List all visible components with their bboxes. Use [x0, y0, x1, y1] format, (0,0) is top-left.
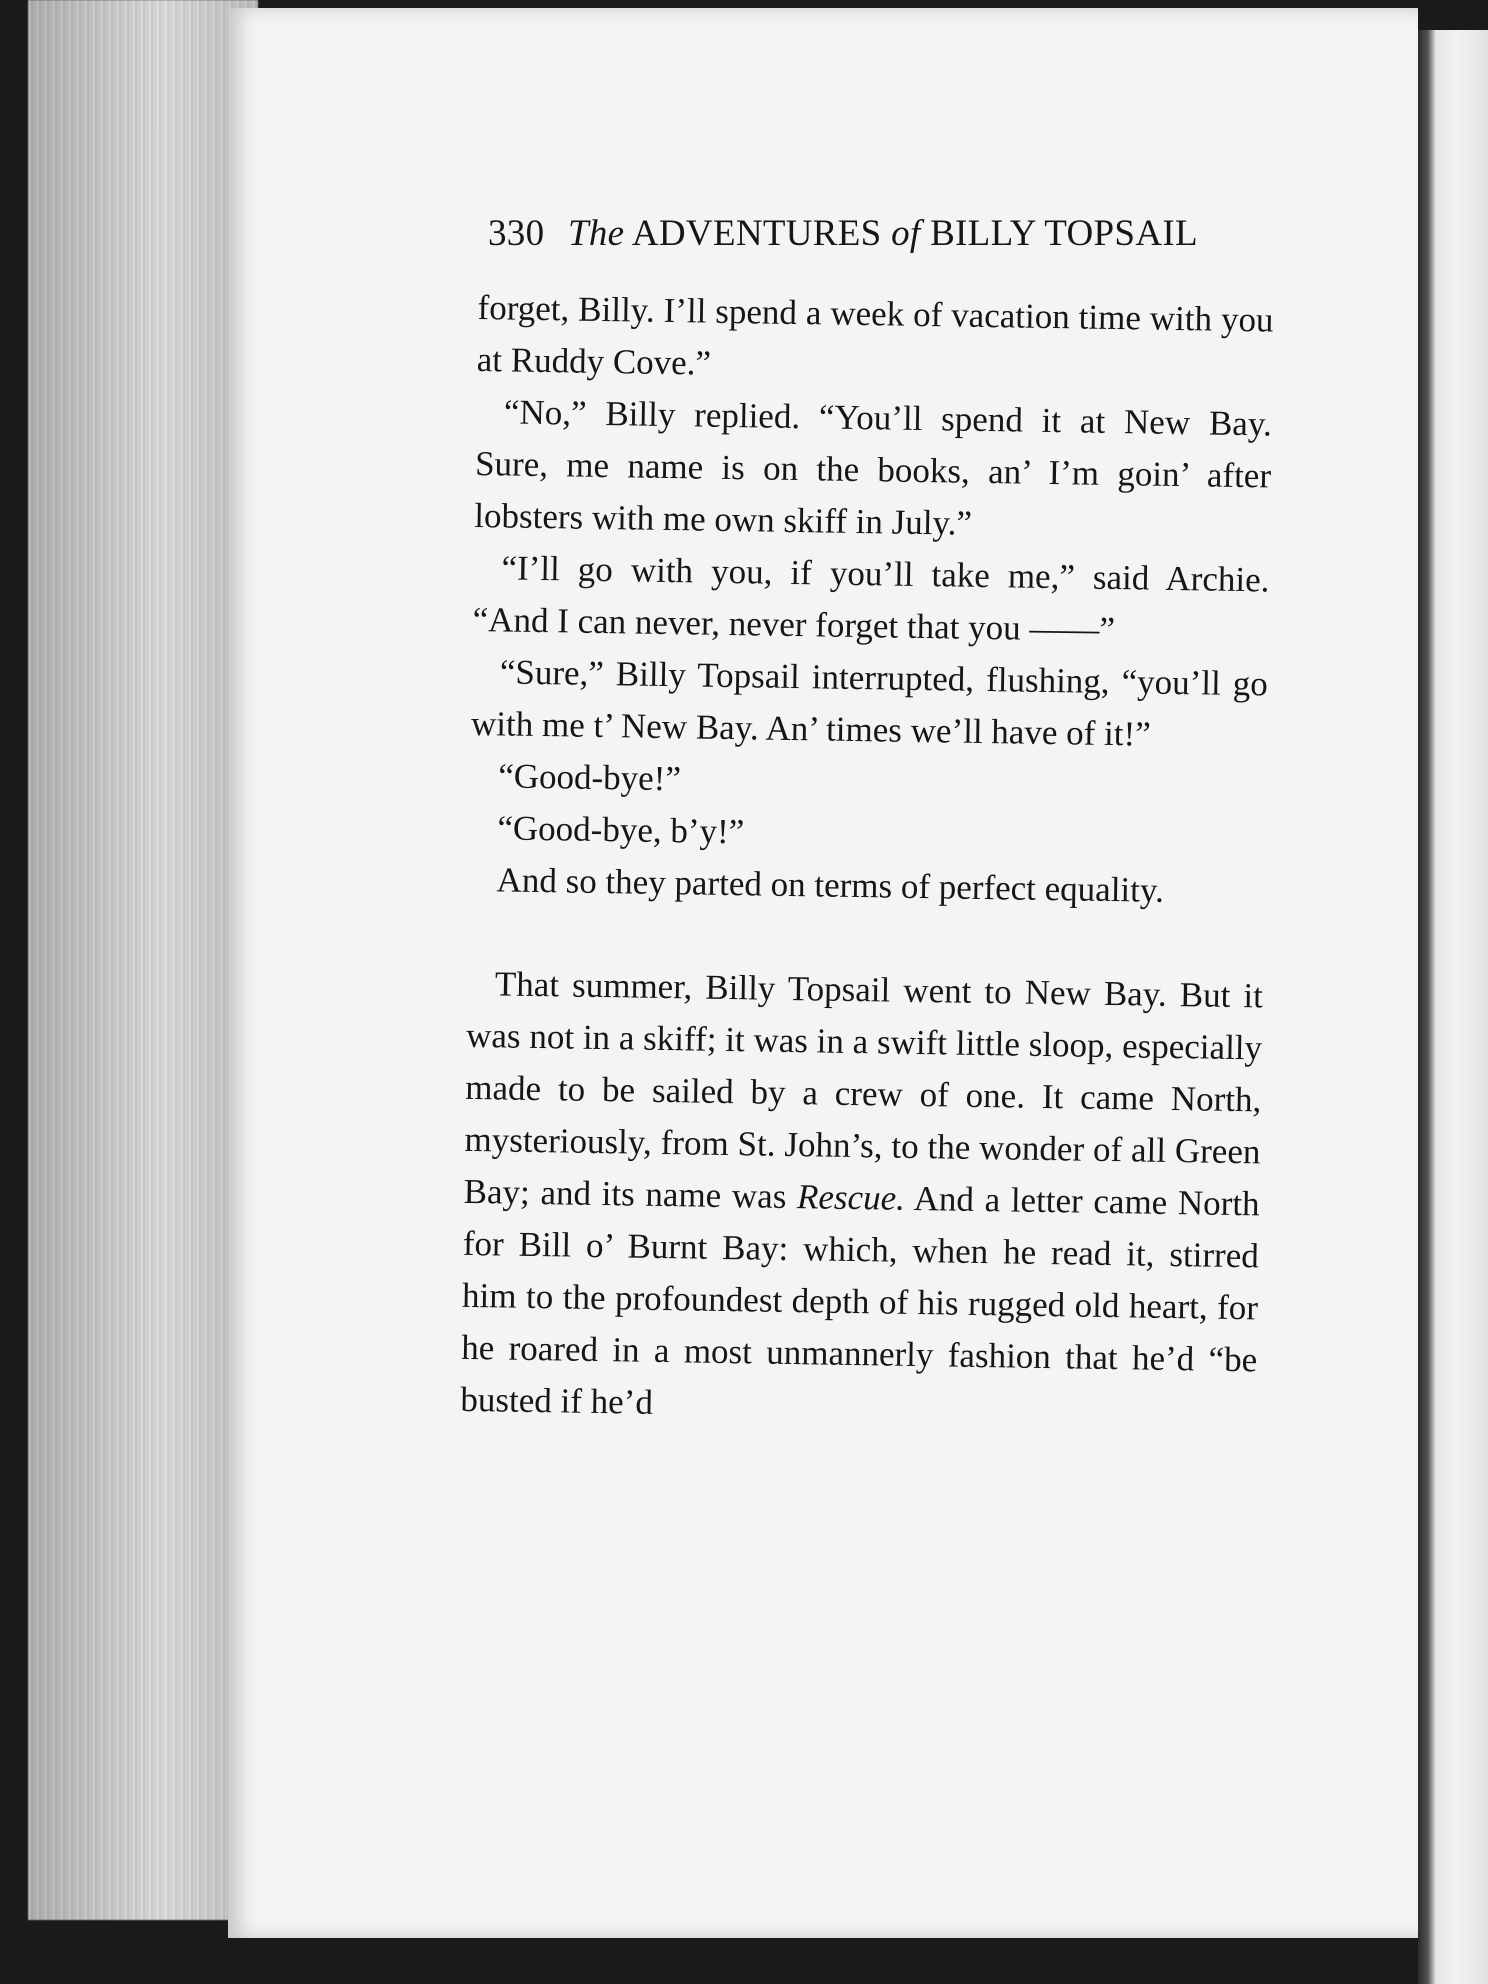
paragraph-continued: forget, Billy. I’ll spend a week of vacation time with you at Ruddy Cove.” [476, 287, 1274, 383]
paragraph: And so they parted on terms of perfect equality. [496, 860, 1165, 910]
paragraph: “I’ll go with you, if you’ll take me,” said Archie. “And I can never, never forget that you ——” [472, 548, 1270, 650]
running-head-billy-topsail: BILLY TOPSAIL [930, 213, 1198, 254]
book-page-edges [28, 0, 258, 1920]
running-head-adventures: ADVENTURES [631, 213, 882, 254]
running-head-of: of [891, 213, 921, 254]
paragraph: “Good-bye, b’y!” [497, 808, 745, 852]
paragraph: “No,” Billy replied. “You’ll spend it at New Bay. Sure, me name is on the books, an’ I’m goin’ after lobsters with me own skiff in July.” [474, 392, 1273, 543]
page-number: 330 [488, 213, 545, 254]
final-text-before-italic: That summer, Billy Topsail went to New Bay. But it was not in a skiff; it was in a swift little sloop, especially made to be sailed by a crew of one. It came North, mysteriously, from St. John’s, to the wonder of all Green Bay; and its name was [463, 964, 1264, 1217]
paragraph-final [460, 958, 1263, 1438]
running-head-the: The [567, 213, 625, 254]
final-text-after-italic: And a letter came North for Bill o’ Burnt Bay: which, when he read it, stirred him to the profoundest depth of his rugged old heart, for he roared in a most unmannerly fashion that he’d “be busted if he’d [460, 1178, 1260, 1422]
boat-name-italic: Rescue. [796, 1177, 906, 1218]
running-head [488, 212, 1268, 255]
facing-page-gutter [1418, 30, 1488, 1984]
paragraph: “Sure,” Billy Topsail interrupted, flushing, “you’ll go with me t’ New Bay. An’ times we’ll have of it!” [470, 652, 1269, 754]
paragraph: “Good-bye!” [497, 756, 682, 799]
body-text [460, 282, 1274, 1438]
